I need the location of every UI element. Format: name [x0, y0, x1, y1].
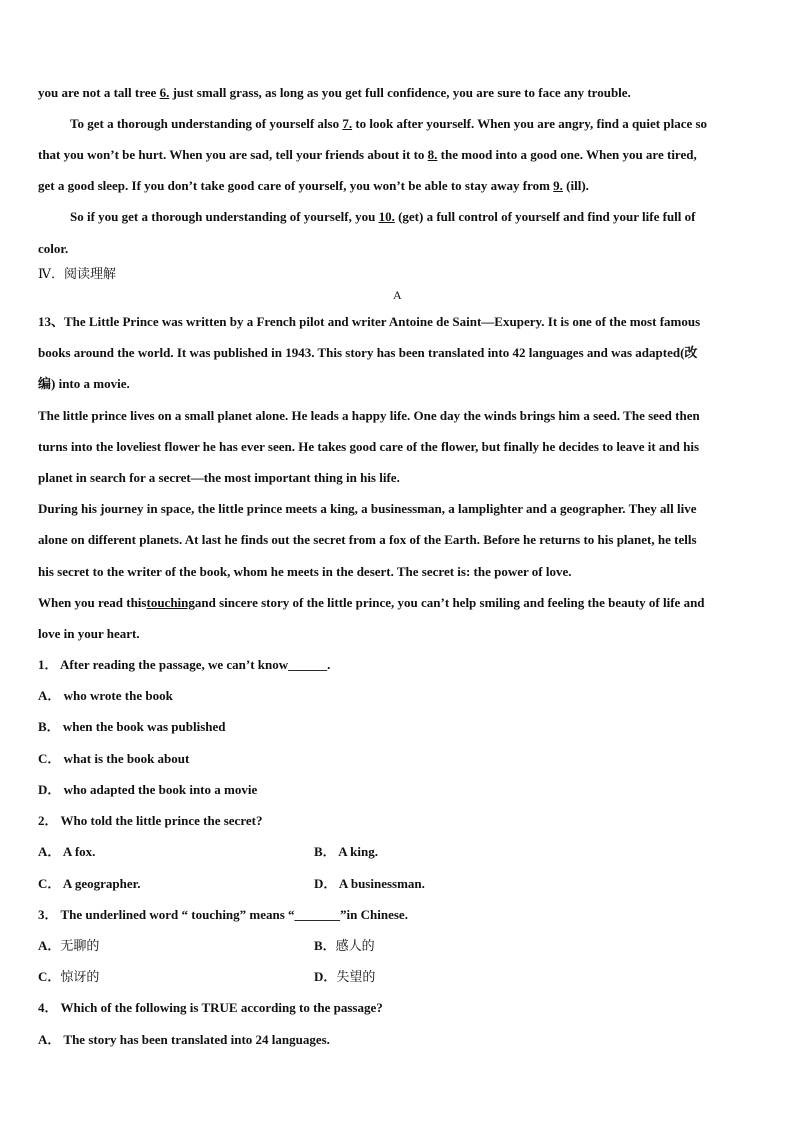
reading-p3-line-2: alone on different planets. At last he finds out the secret from a fox of the Earth. Before he returns to his planet, he tells	[38, 532, 697, 547]
question-4: 4． Which of the following is TRUE according to the passage?	[38, 1000, 383, 1015]
reading-p2-line-2: turns into the loveliest flower he has ever seen. He takes good care of the flower, but finally he decides to leave it and his	[38, 439, 700, 454]
blank-6[interactable]: 6.	[159, 85, 170, 100]
reading-p1-line-3: 编) into a movie.	[38, 376, 130, 391]
q4-option-a[interactable]: A． The story has been translated into 24 languages.	[38, 1032, 330, 1047]
q1-option-c[interactable]: C． what is the book about	[38, 751, 190, 766]
passage-line-5: So if you get a thorough understanding of yourself, you 10. (get) a full control of yourself and find your life full of	[70, 209, 696, 224]
q3-option-c[interactable]: C．惊讶的	[38, 969, 100, 984]
passage-line-3: that you won’t be hurt. When you are sad, tell your friends about it to 8. the mood into a good one. When you are tired,	[38, 147, 697, 162]
reading-p2-line-3: planet in search for a secret—the most important thing in his life.	[38, 470, 400, 485]
underlined-word: touching	[146, 595, 195, 610]
q2-option-a[interactable]: A． A fox.	[38, 844, 96, 859]
reading-p3-line-1: During his journey in space, the little prince meets a king, a businessman, a lamplighter and a geographer. They all live	[38, 501, 697, 516]
section-heading: Ⅳ．阅读理解	[38, 266, 116, 281]
blank-8[interactable]: 8.	[427, 147, 438, 162]
q1-option-d[interactable]: D． who adapted the book into a movie	[38, 782, 258, 797]
q2-option-b[interactable]: B． A king.	[314, 844, 378, 859]
q3-option-b[interactable]: B．感人的	[314, 938, 375, 953]
reading-p1-line-1: 13、The Little Prince was written by a French pilot and writer Antoine de Saint—Exupery. It is one of the most famous	[38, 314, 701, 329]
reading-p3-line-3: his secret to the writer of the book, whom he meets in the desert. The secret is: the power of love.	[38, 564, 572, 579]
passage-line-6: color.	[38, 241, 69, 256]
q3-option-a[interactable]: A．无聊的	[38, 938, 100, 953]
blank-7[interactable]: 7.	[342, 116, 353, 131]
question-1: 1． After reading the passage, we can’t know______.	[38, 657, 331, 672]
q1-option-a[interactable]: A． who wrote the book	[38, 688, 173, 703]
question-3: 3． The underlined word “ touching” means “_______”in Chinese.	[38, 907, 408, 922]
reading-p1-line-2: books around the world. It was published in 1943. This story has been translated into 42 languages and was adapted(改	[38, 345, 698, 360]
question-2: 2． Who told the little prince the secret?	[38, 813, 263, 828]
q2-option-d[interactable]: D． A businessman.	[314, 876, 425, 891]
reading-p2-line-1: The little prince lives on a small planet alone. He leads a happy life. One day the winds brings him a seed. The seed then	[38, 408, 700, 423]
q2-option-c[interactable]: C． A geographer.	[38, 876, 141, 891]
passage-line-1: you are not a tall tree 6. just small grass, as long as you get full confidence, you are sure to face any trouble.	[38, 85, 631, 100]
reading-p4-line-2: love in your heart.	[38, 626, 140, 641]
blank-10[interactable]: 10.	[378, 209, 395, 224]
q3-option-d[interactable]: D．失望的	[314, 969, 376, 984]
passage-line-4: get a good sleep. If you don’t take good care of yourself, you won’t be able to stay away from 9. (ill).	[38, 178, 589, 193]
q1-option-b[interactable]: B． when the book was published	[38, 719, 226, 734]
part-label: A	[393, 288, 402, 302]
reading-p4-line-1: When you read thistouchingand sincere story of the little prince, you can’t help smiling and feeling the beauty of life and	[38, 595, 705, 610]
passage-line-2: To get a thorough understanding of yourself also 7. to look after yourself. When you are angry, find a quiet place so	[70, 116, 708, 131]
blank-9[interactable]: 9.	[553, 178, 563, 193]
